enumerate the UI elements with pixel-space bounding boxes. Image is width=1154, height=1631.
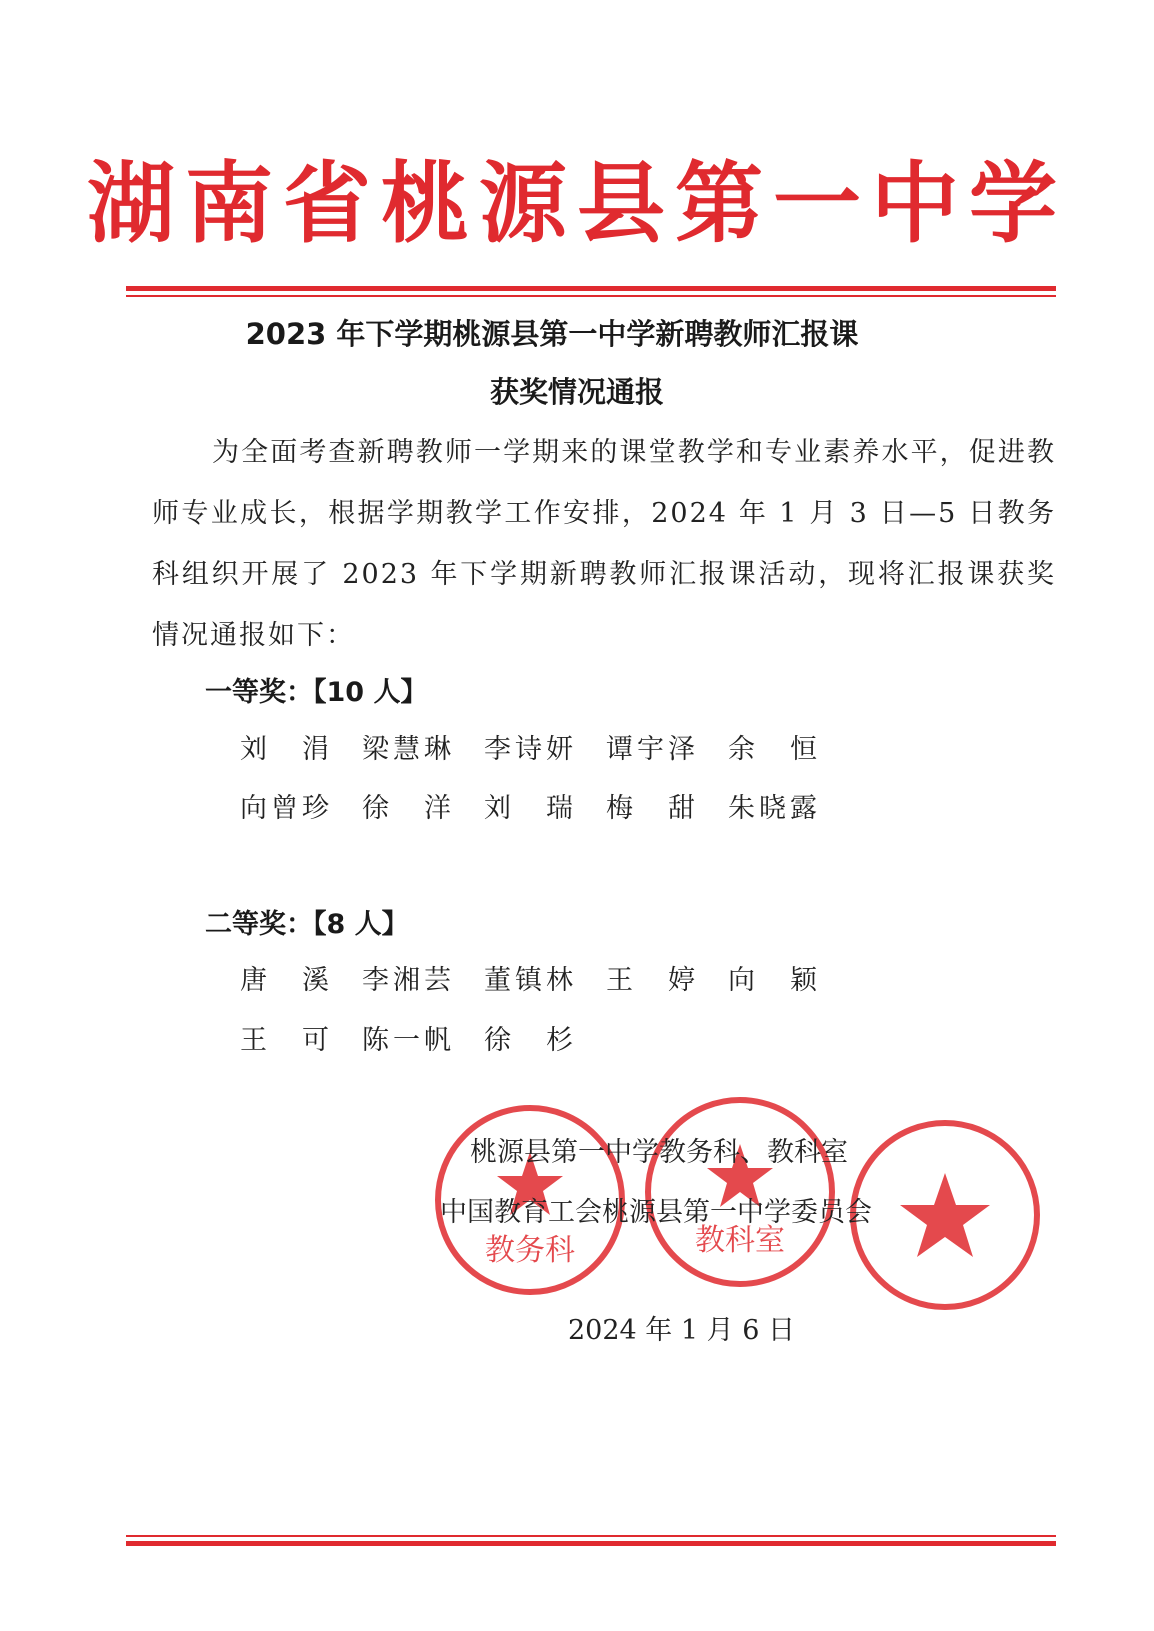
winner-name: 李湘芸 — [362, 965, 455, 996]
document-title-line2: 获奖情况通报 — [489, 375, 664, 409]
second-prize-row-1 — [240, 958, 850, 997]
winner-name: 朱晓露 — [728, 793, 821, 824]
masthead-rule-thin — [126, 295, 1056, 297]
winner-name: 李诗妍 — [484, 734, 577, 765]
first-prize-row-1 — [240, 727, 850, 766]
issuer-line-1: 桃源县第一中学教务科、教科室 — [470, 1137, 848, 1168]
winner-name: 梅 甜 — [606, 793, 699, 824]
intro-paragraph — [152, 422, 1056, 666]
masthead-rule-thick — [126, 286, 1056, 291]
winner-name: 王 可 — [240, 1025, 333, 1056]
second-prize-row-2 — [240, 1018, 606, 1057]
winner-name: 徐 杉 — [484, 1025, 577, 1056]
footer-rule-thick — [126, 1541, 1056, 1546]
seal-union-committee-icon — [845, 1115, 1045, 1315]
document-title-line1: 2023 年下学期桃源县第一中学新聘教师汇报课 — [245, 317, 859, 351]
winner-name: 唐 溪 — [240, 965, 333, 996]
winner-name: 余 恒 — [728, 734, 821, 765]
first-prize-row-2 — [240, 786, 850, 825]
masthead-school-name: 湖南省桃源县第一中学 — [86, 151, 1067, 255]
issue-date: 2024 年 1 月 6 日 — [568, 1315, 795, 1346]
winner-name: 徐 洋 — [362, 793, 455, 824]
winner-name: 董镇林 — [484, 965, 577, 996]
seal-text: 教务科 — [485, 1233, 575, 1268]
winner-name: 陈一帆 — [362, 1025, 455, 1056]
winner-name: 王 婷 — [606, 965, 699, 996]
winner-name: 刘 涓 — [240, 734, 333, 765]
seal-text: 教科室 — [695, 1223, 785, 1258]
winner-name: 向曾珍 — [240, 793, 333, 824]
intro-text: 为全面考查新聘教师一学期来的课堂教学和专业素养水平，促进教师专业成长，根据学期教学工作安排，2024 年 1 月 3 日—5 日教务科组织开展了 2023 年下学期新聘教师汇报课活动，现将汇报课获奖情况通报如下： — [152, 437, 1056, 651]
issuer-line-2: 中国教育工会桃源县第一中学委员会 — [440, 1197, 872, 1228]
second-prize-heading: 二等奖：【8 人】 — [205, 909, 409, 940]
winner-name: 梁慧琳 — [362, 734, 455, 765]
winner-name: 谭宇泽 — [606, 734, 699, 765]
winner-name: 向 颖 — [728, 965, 821, 996]
winner-name: 刘 瑞 — [484, 793, 577, 824]
footer-rule-thin — [126, 1535, 1056, 1537]
first-prize-heading: 一等奖：【10 人】 — [205, 677, 428, 708]
